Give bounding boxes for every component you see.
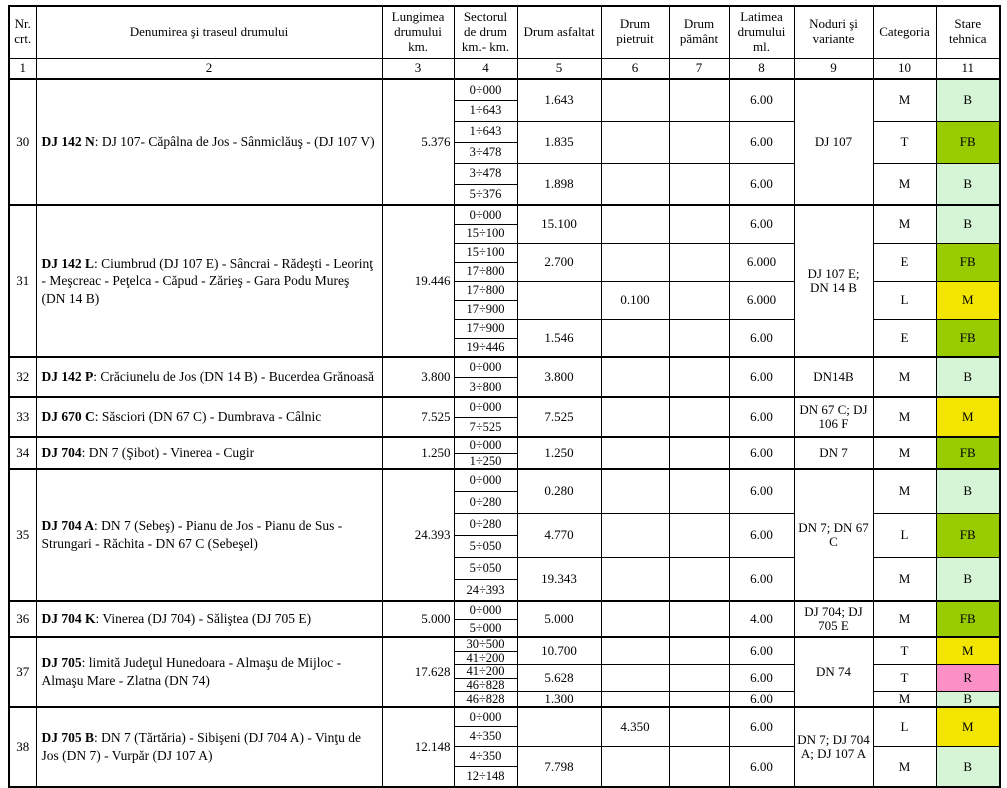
cell-road-number: 38 [9,707,36,787]
cell-category: M [873,205,936,243]
col-header-2: Denumirea şi traseul drumului [36,6,382,58]
cell-gravel [601,163,669,205]
cell-sector-from: 41÷200 [454,665,517,679]
cell-earth [669,469,729,513]
cell-asphalt: 1.643 [517,79,601,121]
cell-earth [669,707,729,747]
cell-sector-to: 4÷350 [454,727,517,747]
cell-nodes: DJ 107 [794,79,873,205]
cell-road-width: 6.00 [729,397,794,437]
cell-road-width: 4.00 [729,601,794,637]
cell-road-length: 17.628 [382,637,454,707]
cell-road-width: 6.00 [729,692,794,707]
cell-road-length: 1.250 [382,437,454,469]
cell-nodes: DJ 107 E; DN 14 B [794,205,873,357]
road-code: DJ 142 N [41,134,95,150]
cell-road-width: 6.00 [729,469,794,513]
cell-road-name [36,205,382,357]
cell-sector-to: 46÷828 [454,678,517,692]
cell-road-number: 34 [9,437,36,469]
cell-state: R [936,665,1000,692]
cell-sector-from: 0÷000 [454,469,517,491]
cell-gravel [601,692,669,707]
cell-state: B [936,692,1000,707]
col-header-6: Drum pietruit [601,6,669,58]
cell-earth [669,692,729,707]
cell-road-width: 6.00 [729,513,794,557]
cell-gravel: 4.350 [601,707,669,747]
cell-sector-to: 17÷900 [454,300,517,319]
road-row-group [9,397,1000,437]
cell-state: FB [936,243,1000,281]
cell-earth [669,513,729,557]
cell-state: B [936,469,1000,513]
cell-asphalt: 1.546 [517,319,601,357]
cell-sector-from: 1÷643 [454,121,517,142]
road-code: DJ 705 B [41,730,95,746]
cell-nodes: DN 67 C; DJ 106 F [794,397,873,437]
road-route: : DN 7 (Sebeş) - Pianu de Jos - Pianu de Sus - Strungari - Răchita - DN 67 C (Sebeşel) [41,518,343,551]
road-row-group [9,637,1000,707]
cell-category: M [873,469,936,513]
cell-road-width: 6.00 [729,557,794,601]
cell-gravel [601,243,669,281]
col-number-4: 4 [454,58,517,79]
cell-asphalt: 1.898 [517,163,601,205]
road-code: DJ 704 A [41,518,95,534]
cell-nodes: DN 7; DN 67 C [794,469,873,601]
cell-sector-from: 17÷800 [454,281,517,300]
cell-asphalt: 5.628 [517,665,601,692]
col-number-5: 5 [517,58,601,79]
cell-category: T [873,121,936,163]
cell-sector-to: 24÷393 [454,579,517,601]
cell-category: L [873,707,936,747]
cell-state: B [936,79,1000,121]
cell-road-width: 6.00 [729,707,794,747]
cell-earth [669,357,729,397]
cell-sector-from: 3÷478 [454,163,517,184]
col-header-10: Categoria [873,6,936,58]
cell-road-width: 6.00 [729,163,794,205]
col-number-8: 8 [729,58,794,79]
cell-gravel [601,557,669,601]
cell-earth [669,665,729,692]
road-route: : Vinerea (DJ 704) - Săliştea (DJ 705 E) [95,611,312,627]
cell-state: FB [936,513,1000,557]
cell-asphalt [517,281,601,319]
cell-sector-from: 0÷000 [454,707,517,727]
col-header-8: Latimea drumului ml. [729,6,794,58]
road-code: DJ 142 L [41,255,95,271]
cell-gravel: 0.100 [601,281,669,319]
cell-asphalt: 0.280 [517,469,601,513]
cell-gravel [601,513,669,557]
cell-category: T [873,665,936,692]
cell-earth [669,557,729,601]
col-number-10: 10 [873,58,936,79]
cell-earth [669,397,729,437]
cell-road-length: 19.446 [382,205,454,357]
cell-state: FB [936,319,1000,357]
cell-road-name [36,397,382,437]
cell-category: M [873,557,936,601]
cell-sector-to: 7÷525 [454,417,517,437]
cell-road-length: 7.525 [382,397,454,437]
cell-earth [669,243,729,281]
col-number-9: 9 [794,58,873,79]
cell-sector-from: 46÷828 [454,692,517,707]
cell-asphalt [517,707,601,747]
cell-earth [669,747,729,787]
cell-state: B [936,747,1000,787]
cell-category: M [873,79,936,121]
cell-road-length: 3.800 [382,357,454,397]
road-route: : DJ 107- Căpâlna de Jos - Sânmiclăuş - (DJ 107 V) [94,134,375,150]
cell-earth [669,637,729,665]
cell-road-length: 5.000 [382,601,454,637]
cell-sector-to: 15÷100 [454,224,517,243]
cell-sector-to: 5÷376 [454,184,517,205]
cell-gravel [601,637,669,665]
road-code: DJ 704 K [41,611,96,627]
col-number-2: 2 [36,58,382,79]
cell-category: E [873,319,936,357]
cell-road-name [36,601,382,637]
cell-category: M [873,357,936,397]
cell-gravel [601,469,669,513]
cell-sector-from: 0÷000 [454,205,517,224]
cell-nodes: DN 7 [794,437,873,469]
col-header-4: Sectorul de drum km.- km. [454,6,517,58]
cell-road-number: 30 [9,79,36,205]
cell-earth [669,121,729,163]
cell-road-number: 31 [9,205,36,357]
cell-sector-from: 5÷050 [454,557,517,579]
cell-road-width: 6.00 [729,665,794,692]
cell-category: L [873,513,936,557]
cell-nodes: DJ 704; DJ 705 E [794,601,873,637]
cell-gravel [601,79,669,121]
cell-sector-to: 17÷800 [454,262,517,281]
cell-road-width: 6.00 [729,319,794,357]
cell-gravel [601,601,669,637]
col-number-11: 11 [936,58,1000,79]
cell-road-width: 6.000 [729,281,794,319]
cell-asphalt: 5.000 [517,601,601,637]
cell-state: M [936,281,1000,319]
road-row-group [9,469,1000,601]
road-route: : DN 7 (Tărtăria) - Sibişeni (DJ 704 A) - Vinţu de Jos (DN 7) - Vurpăr (DJ 107 A) [41,730,362,763]
cell-sector-from: 4÷350 [454,747,517,767]
cell-category: E [873,243,936,281]
col-header-11: Stare tehnica [936,6,1000,58]
cell-gravel [601,397,669,437]
cell-sector-to: 5÷000 [454,619,517,637]
cell-road-name [36,357,382,397]
cell-asphalt: 7.798 [517,747,601,787]
cell-sector-from: 15÷100 [454,243,517,262]
cell-sector-to: 0÷280 [454,491,517,513]
cell-sector-to: 5÷050 [454,535,517,557]
cell-road-name [36,707,382,787]
cell-road-name [36,637,382,707]
cell-gravel [601,747,669,787]
road-route: : Crăciunelu de Jos (DN 14 B) - Bucerdea Grănoasă [93,369,375,385]
cell-asphalt: 10.700 [517,637,601,665]
cell-sector-to: 1÷250 [454,453,517,469]
cell-road-number: 32 [9,357,36,397]
road-registry-table [8,5,1001,788]
cell-road-width: 6.00 [729,205,794,243]
col-header-5: Drum asfaltat [517,6,601,58]
cell-road-number: 36 [9,601,36,637]
cell-gravel [601,319,669,357]
cell-asphalt: 1.300 [517,692,601,707]
cell-asphalt: 15.100 [517,205,601,243]
cell-asphalt: 3.800 [517,357,601,397]
cell-state: FB [936,437,1000,469]
col-number-1: 1 [9,58,36,79]
col-header-1: Nr. crt. [9,6,36,58]
road-code: DJ 705 [41,655,82,671]
cell-gravel [601,205,669,243]
cell-asphalt: 1.835 [517,121,601,163]
col-number-6: 6 [601,58,669,79]
cell-road-width: 6.00 [729,747,794,787]
cell-asphalt: 4.770 [517,513,601,557]
cell-earth [669,205,729,243]
cell-road-width: 6.00 [729,437,794,469]
cell-sector-from: 0÷000 [454,357,517,377]
cell-earth [669,163,729,205]
cell-road-width: 6.00 [729,121,794,163]
road-code: DJ 704 [41,445,82,461]
cell-sector-from: 30÷500 [454,637,517,651]
cell-sector-to: 12÷148 [454,767,517,787]
col-header-9: Noduri şi variante [794,6,873,58]
cell-sector-from: 0÷000 [454,79,517,100]
road-row-group [9,437,1000,469]
cell-category: M [873,437,936,469]
cell-sector-to: 3÷800 [454,377,517,397]
cell-category: M [873,163,936,205]
cell-road-number: 35 [9,469,36,601]
cell-state: M [936,707,1000,747]
road-code: DJ 142 P [41,369,94,385]
road-row-group [9,601,1000,637]
cell-asphalt: 2.700 [517,243,601,281]
cell-road-length: 12.148 [382,707,454,787]
cell-road-width: 6.00 [729,357,794,397]
cell-state: B [936,357,1000,397]
cell-asphalt: 19.343 [517,557,601,601]
cell-nodes: DN14B [794,357,873,397]
cell-sector-from: 0÷000 [454,437,517,453]
cell-state: M [936,397,1000,437]
cell-nodes: DN 74 [794,637,873,707]
cell-gravel [601,437,669,469]
cell-category: T [873,637,936,665]
cell-category: M [873,692,936,707]
cell-category: M [873,747,936,787]
cell-road-name [36,469,382,601]
road-row-group [9,357,1000,397]
road-row-group [9,79,1000,205]
cell-sector-to: 3÷478 [454,142,517,163]
cell-gravel [601,357,669,397]
road-row-group [9,707,1000,787]
cell-road-number: 37 [9,637,36,707]
cell-category: M [873,601,936,637]
cell-category: L [873,281,936,319]
cell-gravel [601,665,669,692]
col-header-3: Lungimea drumului km. [382,6,454,58]
cell-earth [669,437,729,469]
cell-sector-from: 0÷000 [454,601,517,619]
cell-asphalt: 1.250 [517,437,601,469]
cell-state: FB [936,601,1000,637]
cell-category: M [873,397,936,437]
cell-earth [669,601,729,637]
cell-earth [669,281,729,319]
cell-road-name [36,79,382,205]
road-route: : DN 7 (Şibot) - Vinerea - Cugir [81,445,255,461]
cell-sector-to: 41÷200 [454,651,517,665]
cell-nodes: DN 7; DJ 704 A; DJ 107 A [794,707,873,787]
col-number-7: 7 [669,58,729,79]
cell-sector-from: 17÷900 [454,319,517,338]
cell-state: FB [936,121,1000,163]
col-header-7: Drum pământ [669,6,729,58]
cell-state: B [936,205,1000,243]
cell-state: B [936,557,1000,601]
road-route: : Săsciori (DN 67 C) - Dumbrava - Câlnic [94,409,322,425]
road-route: : limită Judeţul Hunedoara - Almaşu de Mijloc - Almaşu Mare - Zlatna (DN 74) [41,655,342,688]
cell-road-width: 6.00 [729,637,794,665]
cell-sector-from: 0÷000 [454,397,517,417]
cell-earth [669,319,729,357]
cell-road-width: 6.00 [729,79,794,121]
cell-sector-to: 19÷446 [454,338,517,357]
cell-earth [669,79,729,121]
cell-road-length: 24.393 [382,469,454,601]
cell-road-width: 6.000 [729,243,794,281]
cell-gravel [601,121,669,163]
road-code: DJ 670 C [41,409,95,425]
road-row-group [9,205,1000,357]
cell-road-name [36,437,382,469]
cell-sector-from: 0÷280 [454,513,517,535]
col-number-3: 3 [382,58,454,79]
cell-road-number: 33 [9,397,36,437]
cell-road-length: 5.376 [382,79,454,205]
cell-asphalt: 7.525 [517,397,601,437]
road-route: : Ciumbrud (DJ 107 E) - Sâncrai - Rădeşti - Leorinţ - Meşcreac - Peţelca - Căpud - Zărieş - Gara Podu Mureş (DN 14 B) [41,255,373,306]
cell-state: M [936,637,1000,665]
cell-sector-to: 1÷643 [454,100,517,121]
cell-state: B [936,163,1000,205]
